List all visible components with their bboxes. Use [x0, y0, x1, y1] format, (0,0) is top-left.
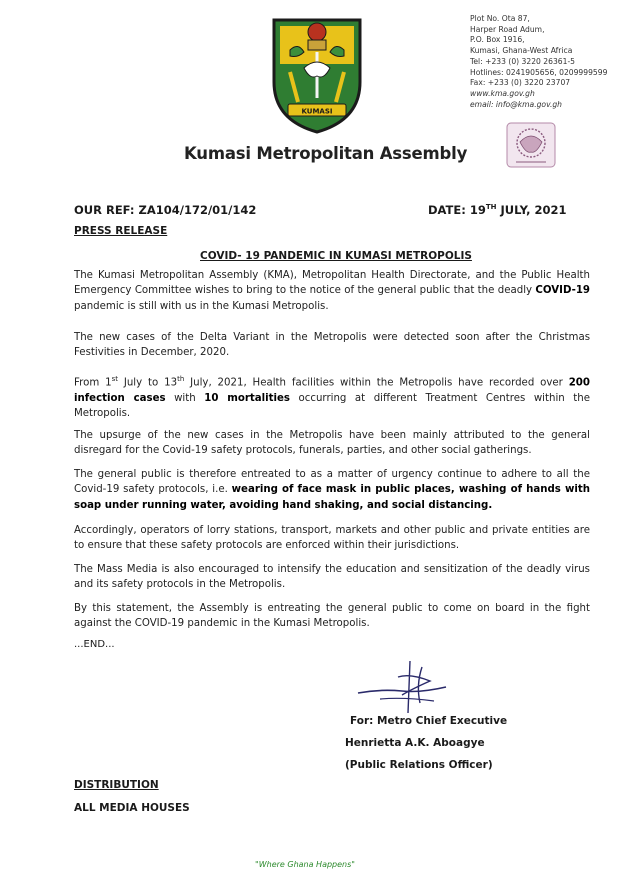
footer-motto: "Where Ghana Happens" — [255, 860, 355, 869]
document-date: DATE: 19TH JULY, 2021 — [428, 203, 567, 217]
distribution-label: DISTRIBUTION — [74, 779, 159, 791]
kma-crest-logo — [268, 12, 366, 134]
press-release-label: PRESS RELEASE — [74, 225, 168, 237]
paragraph-safety-protocols: The general public is therefore entreated to as a matter of urgency continue to adhere to all the Covid-19 safety protocols, i.e. wearing of face mask in public places, washing of hands with soap under running water, avoiding hand shaking, and social distancing. — [74, 469, 591, 511]
paragraph-delta-variant: The new cases of the Delta Variant in the Metropolis were detected soon after the Christmas Festivities in December, 2020. — [74, 332, 590, 359]
signature-block — [345, 710, 507, 776]
distribution-recipients: ALL MEDIA HOUSES — [74, 802, 190, 814]
release-title: COVID- 19 PANDEMIC IN KUMASI METROPOLIS — [200, 250, 472, 262]
crest-banner-text: KUMASI — [301, 107, 333, 116]
reference-number: OUR REF: ZA104/172/01/142 — [74, 203, 257, 217]
organization-name: Kumasi Metropolitan Assembly — [184, 144, 468, 163]
signatory-name: Henrietta A.K. Aboagye — [345, 737, 485, 749]
contact-line: Fax: +233 (0) 3220 23707 — [470, 78, 571, 88]
paragraph-mass-media: The Mass Media is also encouraged to intensify the education and sensitization of the deadly virus and its safety protocols in the Metropolis. — [74, 564, 590, 591]
paragraph-case-count: From 1st July to 13th July, 2021, Health facilities within the Metropolis have recorded over 200 infection cases with 10 mortalities occurring at different Treatment Centres within the Metropolis. — [74, 375, 590, 420]
contact-line: Hotlines: 0241905656, 0209999599 — [470, 67, 608, 77]
signature-image — [350, 655, 460, 715]
signatory-for-line: For: Metro Chief Executive — [350, 715, 508, 727]
contact-block — [470, 14, 635, 110]
contact-line: Tel: +233 (0) 3220 26361-5 — [470, 56, 576, 66]
end-marker: ...END... — [74, 639, 115, 650]
contact-line: Plot No. Ota 87, — [470, 14, 530, 23]
contact-line: P.O. Box 1916, — [470, 35, 525, 45]
official-stamp-image — [506, 122, 556, 168]
paragraph-intro: The Kumasi Metropolitan Assembly (KMA), Metropolitan Health Directorate, and the Public Health Emergency Committee wishes to bring to the notice of the general public that the deadly COVID-19 pandemic is still with us in the Kumasi Metropolis. — [74, 270, 590, 312]
email-link[interactable]: email: info@kma.gov.gh — [470, 99, 562, 109]
signatory-role: (Public Relations Officer) — [345, 759, 493, 771]
paragraph-closing: By this statement, the Assembly is entreating the general public to come on board in the fight against the COVID-19 pandemic in the Kumasi Metropolis. — [74, 603, 590, 630]
paragraph-operators: Accordingly, operators of lorry stations, transport, markets and other public and private entities are to ensure that these safety protocols are enforced within their jurisdictions. — [74, 525, 590, 552]
website-link[interactable]: www.kma.gov.gh — [470, 88, 535, 98]
contact-line: Kumasi, Ghana-West Africa — [470, 46, 573, 56]
contact-line: Harper Road Adum, — [470, 24, 545, 34]
paragraph-upsurge: The upsurge of the new cases in the Metropolis have been mainly attributed to the general disregard for the Covid-19 safety protocols, funerals, parties, and other social gatherings. — [74, 430, 590, 457]
